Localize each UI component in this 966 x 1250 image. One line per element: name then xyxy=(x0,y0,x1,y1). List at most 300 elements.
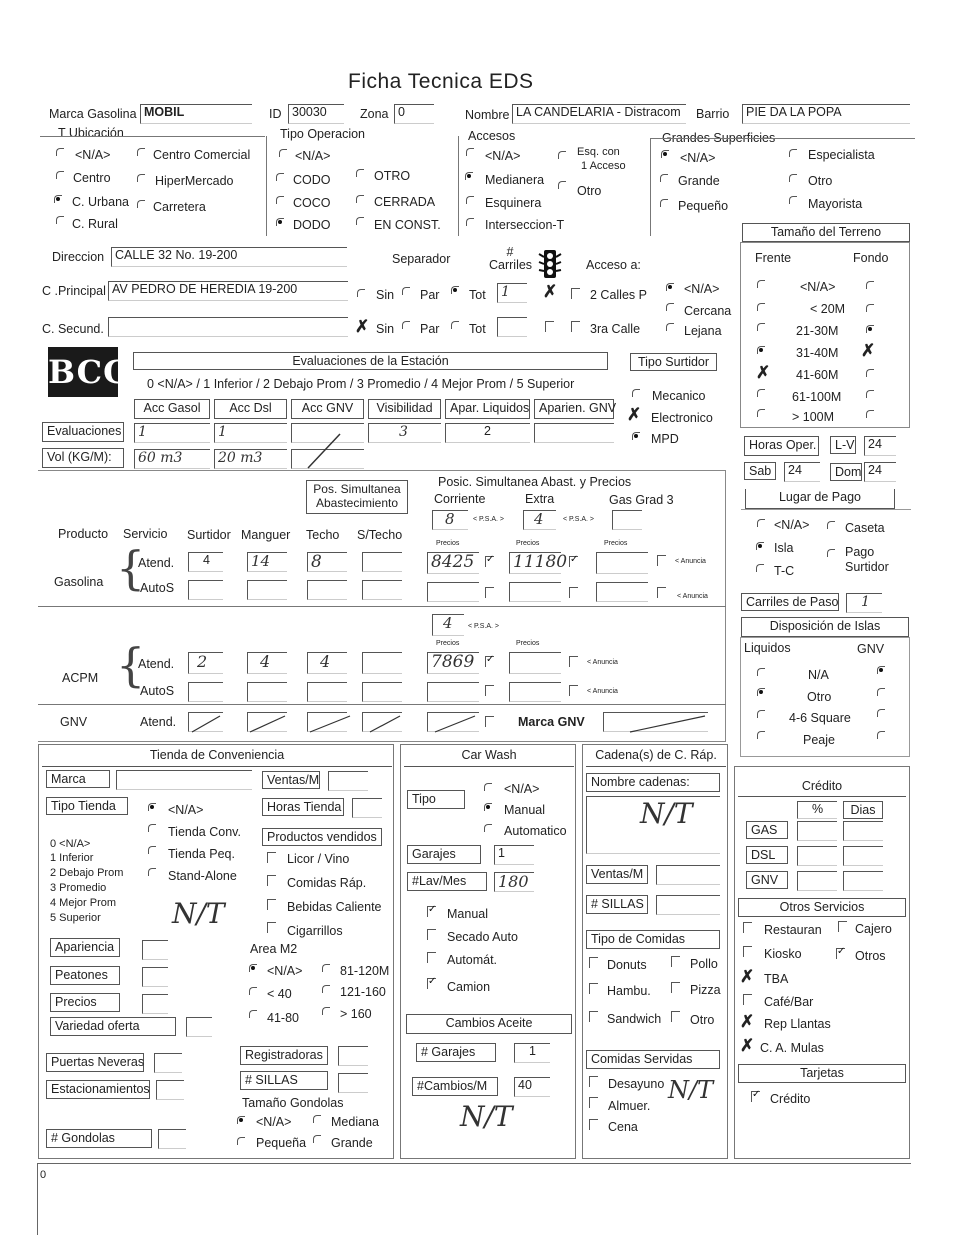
tamano-option: <N/A> xyxy=(256,1115,292,1129)
comida-checkbox[interactable] xyxy=(589,983,598,994)
tienda-sillas-label: # SILLAS xyxy=(240,1071,328,1090)
tamano-radio-selected[interactable] xyxy=(237,1116,245,1124)
acpm-auto-precio-field[interactable] xyxy=(427,682,479,702)
comida-option: Donuts xyxy=(607,958,647,972)
eval-col-header: Visibilidad xyxy=(368,399,441,419)
liquidos-radio-selected[interactable] xyxy=(757,688,765,696)
acpm-manguer-field[interactable] xyxy=(247,652,287,674)
sep-par-radio[interactable] xyxy=(402,321,410,329)
grandes-radio[interactable] xyxy=(789,174,797,182)
secund-field[interactable] xyxy=(108,317,348,337)
pago-option: Surtidor xyxy=(845,560,889,574)
fondo-radio[interactable] xyxy=(866,410,874,418)
calles2-label: 2 Calles P xyxy=(590,288,647,302)
sep-sin-mark-icon: ✗ xyxy=(355,317,370,336)
pago-option: T-C xyxy=(774,564,795,578)
id-label: ID xyxy=(269,107,282,121)
servida-checkbox[interactable] xyxy=(589,1097,598,1108)
acpm-auto-manguer-field[interactable] xyxy=(247,682,287,702)
eval-acc-gasol-field[interactable] xyxy=(134,423,210,443)
aceite-garajes-label: # Garajes xyxy=(416,1043,496,1062)
comida-checkbox[interactable] xyxy=(671,1011,680,1022)
tienda-tipo-option: Stand-Alone xyxy=(168,869,237,883)
accesos-radio[interactable] xyxy=(558,181,566,189)
sep-tot-radio-selected[interactable] xyxy=(451,286,459,294)
auto-techo-field[interactable] xyxy=(307,580,347,600)
fondo-radio[interactable] xyxy=(866,281,874,289)
sep-par-radio[interactable] xyxy=(402,287,410,295)
frente-radio-selected[interactable] xyxy=(757,346,765,354)
frente-radio[interactable] xyxy=(757,409,765,417)
pos-gasgrad-field[interactable] xyxy=(612,510,642,530)
comida-checkbox[interactable] xyxy=(671,982,680,993)
calle3-checkbox[interactable] xyxy=(571,321,580,332)
operacion-radio-selected[interactable] xyxy=(276,218,284,226)
carwash-tipo-radio-selected[interactable] xyxy=(484,803,492,811)
variedad-field[interactable] xyxy=(186,1017,212,1037)
pago-radio[interactable] xyxy=(827,521,835,529)
sab-label: Sab xyxy=(744,462,776,480)
servicio-option: TBA xyxy=(764,972,789,986)
auto-manguer-field[interactable] xyxy=(247,580,287,600)
area-radio[interactable] xyxy=(249,1010,257,1018)
servida-checkbox[interactable] xyxy=(589,1076,598,1087)
auto-precio-gasgrad-field[interactable] xyxy=(596,582,648,602)
ubicacion-radio[interactable] xyxy=(56,216,64,224)
calles2-checkbox[interactable] xyxy=(571,288,580,299)
carwash-check[interactable] xyxy=(427,906,436,917)
gas-techo-field[interactable] xyxy=(307,552,347,572)
acpm-stecho-field[interactable] xyxy=(362,652,402,674)
carriles-paso-field[interactable] xyxy=(846,593,882,613)
notes-field[interactable] xyxy=(37,1163,911,1235)
anuncia-gasgrad-checkbox[interactable] xyxy=(657,555,666,566)
tienda-horas-field[interactable] xyxy=(352,798,382,818)
pago-radio-selected[interactable] xyxy=(756,542,764,550)
surtidor-option: Mecanico xyxy=(652,389,706,403)
credito-dsl-dias-field[interactable] xyxy=(843,846,883,866)
surtidor-radio-selected[interactable] xyxy=(632,432,640,440)
vol-gasol-field[interactable] xyxy=(134,449,210,469)
accesos-radio-selected[interactable] xyxy=(465,172,473,180)
servidas-na-handwritten: N/T xyxy=(668,1076,714,1104)
eval-acc-dsl-field[interactable] xyxy=(214,423,287,443)
eval-visibilidad-field[interactable] xyxy=(368,423,441,443)
precios-label: Precios xyxy=(516,540,540,547)
tienda-tipo-radio[interactable] xyxy=(148,846,156,854)
carriles-principal-field[interactable] xyxy=(497,283,527,303)
area-radio[interactable] xyxy=(322,1007,330,1015)
fondo-radio-selected[interactable] xyxy=(866,325,874,333)
precios-tienda-field[interactable] xyxy=(142,994,168,1014)
gas-precio-extra-field[interactable] xyxy=(509,552,568,574)
servicio-checkbox[interactable] xyxy=(743,922,752,933)
servicio-option: Café/Bar xyxy=(764,995,814,1009)
auto-surtidor-field[interactable] xyxy=(188,580,223,600)
direccion-field[interactable]: CALLE 32 No. 19-200 xyxy=(111,247,347,267)
cadena-ventas-field[interactable] xyxy=(656,865,720,885)
comida-checkbox[interactable] xyxy=(671,956,680,967)
grandes-option: Pequeño xyxy=(678,199,729,213)
carwash-check[interactable] xyxy=(427,929,436,940)
producto-checkbox[interactable] xyxy=(267,899,276,910)
acceso-radio-selected[interactable] xyxy=(666,283,674,291)
acpm-auto-anuncia-checkbox[interactable] xyxy=(485,685,494,696)
productos-vendidos-label: Productos vendidos xyxy=(262,828,382,846)
psa-label: < P.S.A. > xyxy=(468,623,500,630)
apariencia-label: Apariencia xyxy=(50,938,120,957)
liquidos-radio[interactable] xyxy=(757,668,765,676)
tienda-tipo-radio[interactable] xyxy=(148,868,156,876)
gas-precio-corriente-value: 8425 xyxy=(431,552,475,572)
gnv-radio-selected[interactable] xyxy=(877,666,885,674)
carwash-tipo-option: <N/A> xyxy=(504,782,540,796)
comida-checkbox[interactable] xyxy=(589,957,598,968)
credito-gas-label: GAS xyxy=(746,821,788,839)
pos-extra-field[interactable] xyxy=(523,510,556,530)
producto-option: Licor / Vino xyxy=(287,852,350,866)
grandes-radio-selected[interactable] xyxy=(661,150,669,158)
corriente-label: Corriente xyxy=(434,492,486,506)
accesos-radio[interactable] xyxy=(466,196,474,204)
sab-field[interactable]: 24 xyxy=(784,462,820,482)
acceso-radio[interactable] xyxy=(666,303,674,311)
ubicacion-radio-selected[interactable] xyxy=(54,195,62,203)
area-radio[interactable] xyxy=(249,987,257,995)
acpm-auto-techo-field[interactable] xyxy=(307,682,347,702)
acpm-precio-field[interactable] xyxy=(427,652,479,674)
operacion-option: EN CONST. xyxy=(374,218,441,232)
zona-label: Zona xyxy=(360,107,389,121)
pago-option: <N/A> xyxy=(774,518,810,532)
eval-acc-dsl-value: 1 xyxy=(218,424,227,440)
operacion-radio[interactable] xyxy=(276,196,284,204)
gasgrad-label: Gas Grad 3 xyxy=(609,493,674,507)
islas-gnv-label: GNV xyxy=(857,642,885,656)
servida-option: Cena xyxy=(608,1120,638,1134)
acceso-radio[interactable] xyxy=(666,323,674,331)
tienda-escala: 5 Superior xyxy=(50,912,101,924)
acpm-auto-surtidor-field[interactable] xyxy=(188,682,223,702)
surtidor-radio[interactable] xyxy=(632,389,640,397)
acpm-surtidor-field[interactable] xyxy=(188,652,223,674)
servicio-checkbox[interactable] xyxy=(838,921,847,932)
eval-aparien-gnv-field[interactable] xyxy=(534,423,614,443)
garajes-field[interactable]: 1 xyxy=(494,845,534,865)
pos-corriente-field[interactable] xyxy=(432,510,468,530)
credito-gas-pct-field[interactable] xyxy=(797,821,837,841)
servicio-checkbox-checked[interactable] xyxy=(836,948,845,959)
carwash-header: Car Wash xyxy=(404,747,574,767)
auto-stecho-field[interactable] xyxy=(362,580,402,600)
nombre-field[interactable]: LA CANDELARIA - Distracom xyxy=(512,104,686,124)
strike-line xyxy=(300,430,350,470)
pago-radio[interactable] xyxy=(757,519,765,527)
operacion-option: CERRADA xyxy=(374,195,436,209)
principal-label: C .Principal xyxy=(42,284,106,298)
eval-acc-gasol-value: 1 xyxy=(138,424,147,440)
accesos-radio[interactable] xyxy=(466,148,474,156)
servida-checkbox[interactable] xyxy=(589,1119,598,1130)
carriles-secund-field[interactable] xyxy=(497,317,527,337)
tienda-tipo-option: Tienda Conv. xyxy=(168,825,241,839)
area-option: 41-80 xyxy=(267,1011,299,1025)
grandes-radio[interactable] xyxy=(789,149,797,157)
lv-field[interactable]: 24 xyxy=(864,436,896,456)
tamano-option: Mediana xyxy=(331,1115,379,1129)
surtidor-mark-icon: ✗ xyxy=(627,405,642,424)
barrio-field[interactable]: PIE DA LA POPA xyxy=(742,104,910,124)
area-radio[interactable] xyxy=(322,985,330,993)
cadena-sillas-label: # SILLAS xyxy=(586,895,648,914)
acpm-techo-field[interactable] xyxy=(307,652,347,674)
bcg-logo: BCG xyxy=(48,347,118,397)
semaforo-checkbox[interactable] xyxy=(545,321,554,332)
anuncia-label: < Anuncia xyxy=(677,593,708,600)
credito-dsl-label: DSL xyxy=(746,846,788,864)
brace-icon: { xyxy=(116,638,146,692)
carwash-check[interactable] xyxy=(427,952,436,963)
zona-field[interactable]: 0 xyxy=(394,104,434,124)
credito-header: Crédito xyxy=(738,778,906,797)
carwash-check-label: Secado Auto xyxy=(447,930,518,944)
tamano-radio[interactable] xyxy=(313,1115,321,1123)
gnv-radio[interactable] xyxy=(877,731,885,739)
precios-label: Precios xyxy=(516,640,540,647)
tienda-escala: 3 Promedio xyxy=(50,882,107,894)
vol-dsl-field[interactable] xyxy=(214,449,287,469)
pos-simultanea-label: Pos. Simultanea Abastecimiento xyxy=(306,480,408,514)
tienda-ventas-field[interactable] xyxy=(328,771,368,791)
pago-option: Pago xyxy=(845,545,875,559)
acpm-auto-precio2-field[interactable] xyxy=(509,682,561,702)
tarjeta-credito-checkbox[interactable] xyxy=(751,1091,760,1102)
acpm-pos-field[interactable] xyxy=(432,614,464,636)
auto-precio-corriente-field[interactable] xyxy=(427,582,479,602)
grandes-option: Especialista xyxy=(808,148,875,162)
gas-surtidor-field[interactable]: 4 xyxy=(188,552,223,572)
sep-tot-radio[interactable] xyxy=(451,321,459,329)
lav-mes-label: #Lav/Mes xyxy=(407,872,487,891)
tienda-tipo-radio[interactable] xyxy=(148,824,156,832)
tipo-comidas-label: Tipo de Comidas xyxy=(586,930,720,949)
ubicacion-option: Centro xyxy=(73,171,111,185)
producto-option: Bebidas Caliente xyxy=(287,900,382,914)
tienda-na-handwritten: N/T xyxy=(172,897,225,930)
ubicacion-radio[interactable] xyxy=(56,171,64,179)
puertas-neveras-field[interactable] xyxy=(154,1053,182,1073)
par-label: Par xyxy=(420,322,440,336)
anuncia-extra-checkbox[interactable] xyxy=(569,556,578,567)
producto-checkbox[interactable] xyxy=(267,852,276,863)
tamano-radio[interactable] xyxy=(313,1135,321,1143)
accesos-radio[interactable] xyxy=(558,151,566,159)
page-title: Ficha Tecnica EDS xyxy=(348,70,534,93)
garajes-label: Garajes xyxy=(407,845,481,864)
credito-dsl-pct-field[interactable] xyxy=(797,846,837,866)
auto-anuncia-checkbox[interactable] xyxy=(657,587,666,598)
acpm-label: ACPM xyxy=(62,671,99,685)
surtidor-option: MPD xyxy=(651,432,679,446)
cadena-sillas-field[interactable] xyxy=(656,895,720,915)
comida-option: Sandwich xyxy=(607,1012,662,1026)
area-radio[interactable] xyxy=(322,964,330,972)
tba-check-icon: ✗ xyxy=(740,967,755,986)
acpm-anuncia2-checkbox[interactable] xyxy=(569,656,578,667)
comida-checkbox[interactable] xyxy=(589,1011,598,1022)
gas-manguer-value: 14 xyxy=(251,552,271,570)
col-techo: Techo xyxy=(306,528,340,542)
servicio-checkbox[interactable] xyxy=(743,994,752,1005)
frente-mark-icon: ✗ xyxy=(756,363,771,382)
operacion-radio[interactable] xyxy=(356,195,364,203)
operacion-option: COCO xyxy=(293,196,331,210)
gnv-radio[interactable] xyxy=(877,709,885,717)
peatones-field[interactable] xyxy=(142,967,168,987)
marca-field[interactable]: MOBIL xyxy=(140,104,252,124)
tarjeta-credito-label: Crédito xyxy=(770,1092,811,1106)
nombre-cadenas-label: Nombre cadenas: xyxy=(586,773,720,792)
tienda-header: Tienda de Conveniencia xyxy=(42,747,392,767)
producto-checkbox[interactable] xyxy=(267,875,276,886)
eval-apar-liquidos-field[interactable] xyxy=(445,423,530,443)
gnv-radio[interactable] xyxy=(877,688,885,696)
evaluaciones-scale: 0 <N/A> / 1 Inferior / 2 Debajo Prom / 3 Promedio / 4 Mejor Prom / 5 Superior xyxy=(147,377,575,391)
eval-col-header: Acc Gasol xyxy=(134,399,210,419)
ubicacion-radio[interactable] xyxy=(137,148,145,156)
fondo-radio[interactable] xyxy=(866,304,874,312)
dom-label: Dom xyxy=(830,463,862,481)
acpm-precio-value: 7869 xyxy=(431,652,475,672)
atend-label: Atend. xyxy=(138,556,175,570)
tienda-escala: 0 <N/A> xyxy=(50,838,91,850)
carwash-tipo-radio[interactable] xyxy=(484,783,492,791)
servicio-option: Otros xyxy=(855,949,886,963)
surtidor-option: Electronico xyxy=(651,411,713,425)
operacion-radio[interactable] xyxy=(279,149,287,157)
producto-checkbox[interactable] xyxy=(267,922,276,933)
islas-option: Peaje xyxy=(803,733,835,747)
area-option: <N/A> xyxy=(267,964,303,978)
terreno-option: 61-100M xyxy=(792,390,842,404)
servida-option: Desayuno xyxy=(608,1077,665,1091)
frente-radio[interactable] xyxy=(757,323,765,331)
producto-option: Cigarrillos xyxy=(287,924,343,938)
area-option: > 160 xyxy=(340,1007,372,1021)
comida-option: Pollo xyxy=(690,957,718,971)
servida-option: Almuer. xyxy=(608,1099,651,1113)
operacion-radio[interactable] xyxy=(356,169,364,177)
carwash-tipo-radio[interactable] xyxy=(484,824,492,832)
ubicacion-radio[interactable] xyxy=(137,174,145,182)
gondolas-field[interactable] xyxy=(158,1129,186,1149)
grandes-radio[interactable] xyxy=(660,174,668,182)
cambios-mes-field[interactable]: 40 xyxy=(514,1077,550,1097)
frente-radio[interactable] xyxy=(757,280,765,288)
acceso-option: <N/A> xyxy=(684,282,720,296)
auto-anuncia-checkbox[interactable] xyxy=(485,587,494,598)
gas-stecho-field[interactable] xyxy=(362,552,402,572)
carriles-principal-value: 1 xyxy=(501,284,510,300)
ubicacion-option: <N/A> xyxy=(75,148,111,162)
liquidos-radio[interactable] xyxy=(757,710,765,718)
grandes-radio[interactable] xyxy=(660,199,668,207)
tienda-tipo-radio-selected[interactable] xyxy=(148,803,156,811)
tienda-marca-field[interactable] xyxy=(116,770,252,790)
ubicacion-option: C. Urbana xyxy=(72,195,129,209)
tamano-option: Grande xyxy=(331,1136,373,1150)
acpm-auto-anuncia2-checkbox[interactable] xyxy=(569,685,578,696)
liquidos-radio[interactable] xyxy=(757,731,765,739)
credito-gnv-pct-field[interactable] xyxy=(797,871,837,891)
dom-field[interactable]: 24 xyxy=(864,462,896,482)
aceite-garajes-field[interactable]: 1 xyxy=(514,1043,550,1063)
area-option: 121-160 xyxy=(340,985,386,999)
gas-precio-corriente-field[interactable] xyxy=(427,552,479,574)
anuncia-corriente-checkbox[interactable] xyxy=(485,556,494,567)
carwash-check[interactable] xyxy=(427,978,436,989)
ubicacion-radio[interactable] xyxy=(137,200,145,208)
sep-sin-radio[interactable] xyxy=(357,289,365,297)
credito-gas-dias-field[interactable] xyxy=(843,821,883,841)
credito-gnv-dias-field[interactable] xyxy=(843,871,883,891)
sin-label: Sin xyxy=(376,288,395,302)
principal-field[interactable]: AV PEDRO DE HEREDIA 19-200 xyxy=(108,281,348,301)
credito-pct-field[interactable]: % xyxy=(797,801,837,819)
fondo-radio[interactable] xyxy=(866,369,874,377)
grandes-radio[interactable] xyxy=(789,196,797,204)
servicio-checkbox[interactable] xyxy=(743,946,752,957)
puertas-neveras-label: Puertas Neveras xyxy=(46,1053,144,1072)
tamano-radio[interactable] xyxy=(237,1137,245,1145)
pago-option: Isla xyxy=(774,541,794,555)
gondolas-label: # Gondolas xyxy=(46,1129,152,1148)
estacionamientos-field[interactable] xyxy=(156,1080,184,1100)
grandes-option: Mayorista xyxy=(808,197,863,211)
operacion-radio[interactable] xyxy=(356,217,364,225)
gas-manguer-field[interactable] xyxy=(247,552,287,572)
accesos-radio[interactable] xyxy=(466,218,474,226)
registradoras-field[interactable] xyxy=(338,1046,368,1066)
acpm-surtidor-value: 2 xyxy=(197,652,208,671)
traffic-light-icon xyxy=(538,249,562,279)
auto-anuncia-checkbox[interactable] xyxy=(569,587,578,598)
eval-col-header: Aparien. GNV xyxy=(534,399,614,419)
acpm-anuncia-checkbox[interactable] xyxy=(485,656,494,667)
operacion-radio[interactable] xyxy=(276,173,284,181)
acpm-auto-stecho-field[interactable] xyxy=(362,682,402,702)
gas-precio-gasgrad-field[interactable] xyxy=(596,552,648,574)
apariencia-field[interactable] xyxy=(142,940,168,960)
frente-radio[interactable] xyxy=(757,303,765,311)
pago-radio[interactable] xyxy=(756,564,764,572)
acpm-precio2-field[interactable] xyxy=(509,652,561,674)
accesos-option: 1 Acceso xyxy=(581,160,626,172)
id-field[interactable]: 30030 xyxy=(288,104,344,124)
auto-precio-extra-field[interactable] xyxy=(509,582,561,602)
lav-mes-field[interactable] xyxy=(494,872,534,892)
pago-radio[interactable] xyxy=(827,549,835,557)
fondo-radio[interactable] xyxy=(866,390,874,398)
psa-label: < P.S.A. > xyxy=(563,516,595,523)
tienda-sillas-field[interactable] xyxy=(338,1073,368,1093)
area-label: Area M2 xyxy=(250,942,298,956)
ubicacion-radio[interactable] xyxy=(56,148,64,156)
frente-radio[interactable] xyxy=(757,389,765,397)
cambios-mes-label: #Cambios/M xyxy=(412,1077,498,1096)
lv-label: L-V xyxy=(830,436,856,454)
area-radio-selected[interactable] xyxy=(249,964,257,972)
